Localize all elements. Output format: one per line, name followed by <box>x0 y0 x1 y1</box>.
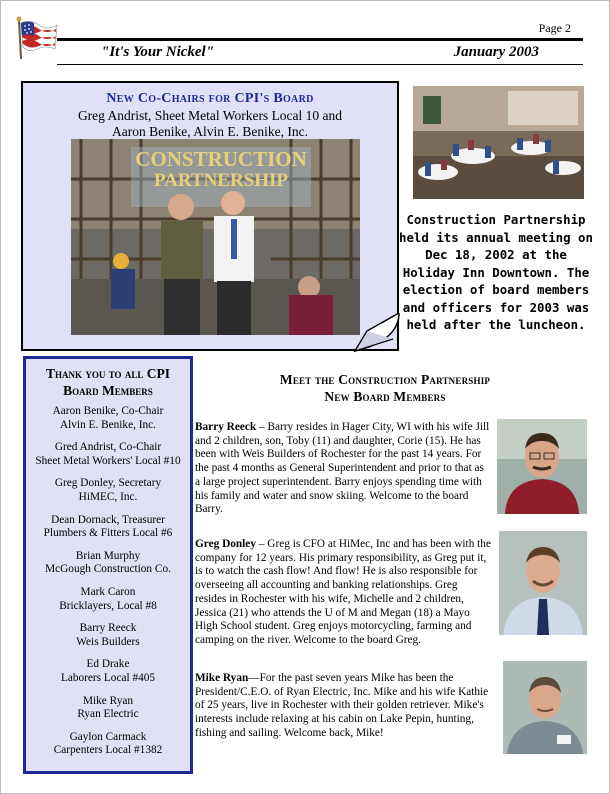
member-name: Greg Donley, Secretary <box>54 477 162 490</box>
list-item <box>26 477 190 504</box>
portrait-barry-reeck <box>497 419 587 514</box>
board-member-list <box>26 405 190 758</box>
thanks-heading-line-2: Board Members <box>63 383 153 398</box>
banner-text-1: CONSTRUCTION <box>135 147 307 171</box>
thanks-heading-line-1: Thank you to all CPI <box>45 366 171 381</box>
list-item <box>26 586 190 613</box>
bio-name: Greg Donley <box>195 538 256 550</box>
member-org: Ryan Electric <box>77 708 139 721</box>
cochairs-photo <box>71 139 360 335</box>
meet-heading-line-1: Meet the Construction Partnership <box>279 372 491 387</box>
thanks-heading <box>26 365 190 399</box>
header-rule-thin <box>57 64 583 65</box>
american-flag-icon <box>15 15 59 61</box>
member-name: Barry Reeck <box>79 622 137 635</box>
member-org: McGough Construction Co. <box>45 563 171 576</box>
member-name: Ed Drake <box>86 658 130 671</box>
member-org: Bricklayers, Local #8 <box>59 599 157 612</box>
list-item <box>26 658 190 685</box>
cochairs-line-2: Aaron Benike, Alvin E. Benike, Inc. <box>111 124 309 139</box>
portrait-greg-donley <box>499 531 587 635</box>
bio-greg-donley <box>195 538 491 648</box>
list-item <box>26 695 190 722</box>
bio-separator: — <box>248 672 260 684</box>
annual-meeting-photo <box>413 86 584 199</box>
list-item <box>26 441 190 468</box>
cochairs-line-1: Greg Andrist, Sheet Metal Workers Local 10 and <box>77 108 343 123</box>
member-name: Aaron Benike, Co-Chair <box>52 405 164 417</box>
new-board-members-heading <box>201 371 569 405</box>
member-org: Weis Builders <box>76 635 140 648</box>
banner-text-2: PARTNERSHIP <box>153 170 289 191</box>
list-item <box>26 405 190 432</box>
board-members-thanks-box <box>23 356 193 774</box>
cochairs-feature-box <box>21 81 399 351</box>
portrait-mike-ryan <box>503 661 587 754</box>
member-org: Laborers Local #405 <box>60 671 156 684</box>
member-org: Sheet Metal Workers' Local #10 <box>35 454 181 467</box>
cochairs-subtitle <box>23 108 397 140</box>
list-item <box>26 514 190 541</box>
member-name: Brian Murphy <box>75 549 141 562</box>
bio-text: Barry resides in Hager City, WI with his wife Jill and 2 children, son, Toby (11) and daughter, Corie (15). He has been with Weis Builders of Rochester for the past 14 years. For the past 4 months as General Superintendent and prior to that as a large project superintendent. Barry enjoys spending time with his family and water and snow skiing. Welcome to the board Barry. <box>195 421 490 516</box>
page-curl-decoration <box>353 313 403 355</box>
member-org: Alvin E. Benike, Inc. <box>59 418 156 431</box>
header-rule <box>57 38 583 41</box>
member-name: Mike Ryan <box>82 694 134 707</box>
annual-meeting-caption: Construction Partnership held its annual meeting on Dec 18, 2002 at the Holiday Inn Downtown. The election of board members and officers for 2003 was held after the luncheon. <box>399 212 593 332</box>
list-item <box>26 622 190 649</box>
bio-separator: – <box>256 421 268 433</box>
member-name: Mark Caron <box>80 585 136 598</box>
cochairs-heading: New Co-Chairs for CPI's Board <box>106 91 314 106</box>
member-org: Carpenters Local #1382 <box>53 744 163 757</box>
member-org: Plumbers & Fitters Local #6 <box>43 527 173 540</box>
bio-mike-ryan <box>195 672 495 741</box>
meet-heading-line-2: New Board Members <box>324 389 446 404</box>
list-item <box>26 731 190 758</box>
bio-separator: – <box>255 538 268 550</box>
member-name: Dean Dornack, Treasurer <box>51 513 165 526</box>
issue-date: January 2003 <box>453 44 539 60</box>
bio-name: Barry Reeck <box>195 421 257 433</box>
list-item <box>26 550 190 577</box>
bio-text: For the past seven years Mike has been the President/C.E.O. of Ryan Electric, Inc. Mike and his wife Kathie of 25 years, live in Rochester with their golden retriever. Mike's interests include relaxing at his cabin on Lake Pepin, hunting, fishing and sailing. Welcome back, Mike! <box>195 672 489 739</box>
member-name: Gaylon Carmack <box>69 730 147 743</box>
member-name: Gred Andrist, Co-Chair <box>54 441 162 454</box>
newsletter-title: "It's Your Nickel" <box>101 44 215 60</box>
bio-text: Greg is CFO at HiMec, Inc and has been with the company for 12 years. His primary responsibility, as Greg put it, is to watch the cash flow! And flow! He is also responsible for overseeing all accounting and banking relationships. Greg resides in Rochester with his wife, Michelle and 2 children, Jessica (21) who attends the U of M and Megan (18) a Mayo High School student. Greg enjoys motorcycling, farming and camping on the river. Welcome to the board Greg. <box>195 538 491 646</box>
bio-name: Mike Ryan <box>195 672 249 684</box>
bio-barry-reeck <box>195 421 491 517</box>
member-org: HiMEC, Inc. <box>78 490 138 503</box>
page-number: Page 2 <box>538 21 571 35</box>
